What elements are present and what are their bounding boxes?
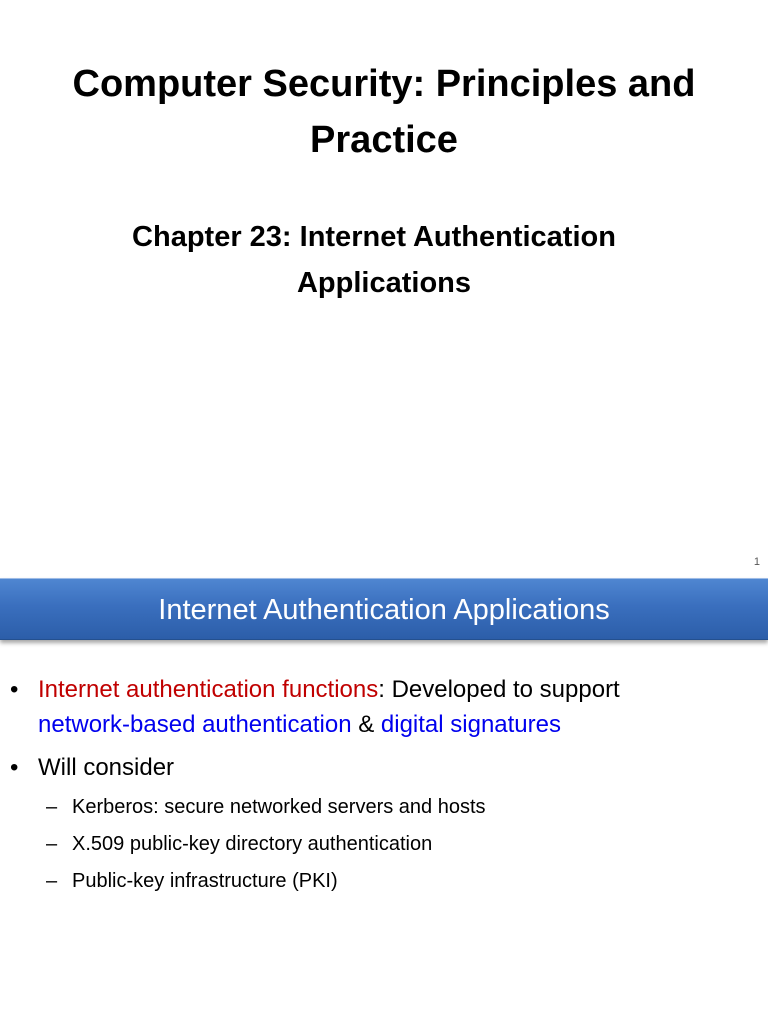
content-slide	[0, 576, 768, 1024]
connector-text: &	[351, 711, 381, 738]
bullet-text: : Developed to support	[378, 676, 620, 703]
bullet-list	[0, 672, 768, 904]
sub-item-text: Public-key infrastructure (PKI)	[72, 870, 338, 892]
bullet-marker: •	[10, 676, 19, 703]
highlight-term: Internet authentication functions	[38, 676, 379, 703]
bullet-item-functions	[0, 672, 768, 742]
sub-marker: –	[46, 796, 58, 818]
slide-title-line-1: Computer Security: Principles and	[72, 63, 696, 105]
bullet-item-will-consider	[0, 750, 768, 785]
sub-item-pki	[0, 867, 768, 895]
bullet-marker: •	[10, 754, 19, 781]
term-digital-signatures: digital signatures	[380, 711, 561, 738]
slide-title-line-2: Practice	[310, 119, 458, 161]
chapter-subtitle-line-2: Applications	[296, 267, 471, 299]
sub-item-x509	[0, 830, 768, 858]
sub-marker: –	[46, 833, 58, 855]
sub-item-text: Kerberos: secure networked servers and hosts	[72, 796, 486, 818]
sub-marker: –	[46, 870, 58, 892]
sub-item-text: X.509 public-key directory authentication	[72, 833, 433, 855]
term-network-based-authentication: network-based authentication	[38, 711, 352, 738]
bullet-text: Will consider	[38, 754, 175, 781]
page-number: 1	[753, 556, 760, 568]
sub-item-kerberos	[0, 793, 768, 821]
slide-title	[0, 56, 768, 168]
chapter-subtitle-line-1: Chapter 23: Internet Authentication	[132, 221, 616, 253]
chapter-subtitle	[0, 214, 768, 306]
slide-banner-title: Internet Authentication Applications	[0, 578, 768, 640]
